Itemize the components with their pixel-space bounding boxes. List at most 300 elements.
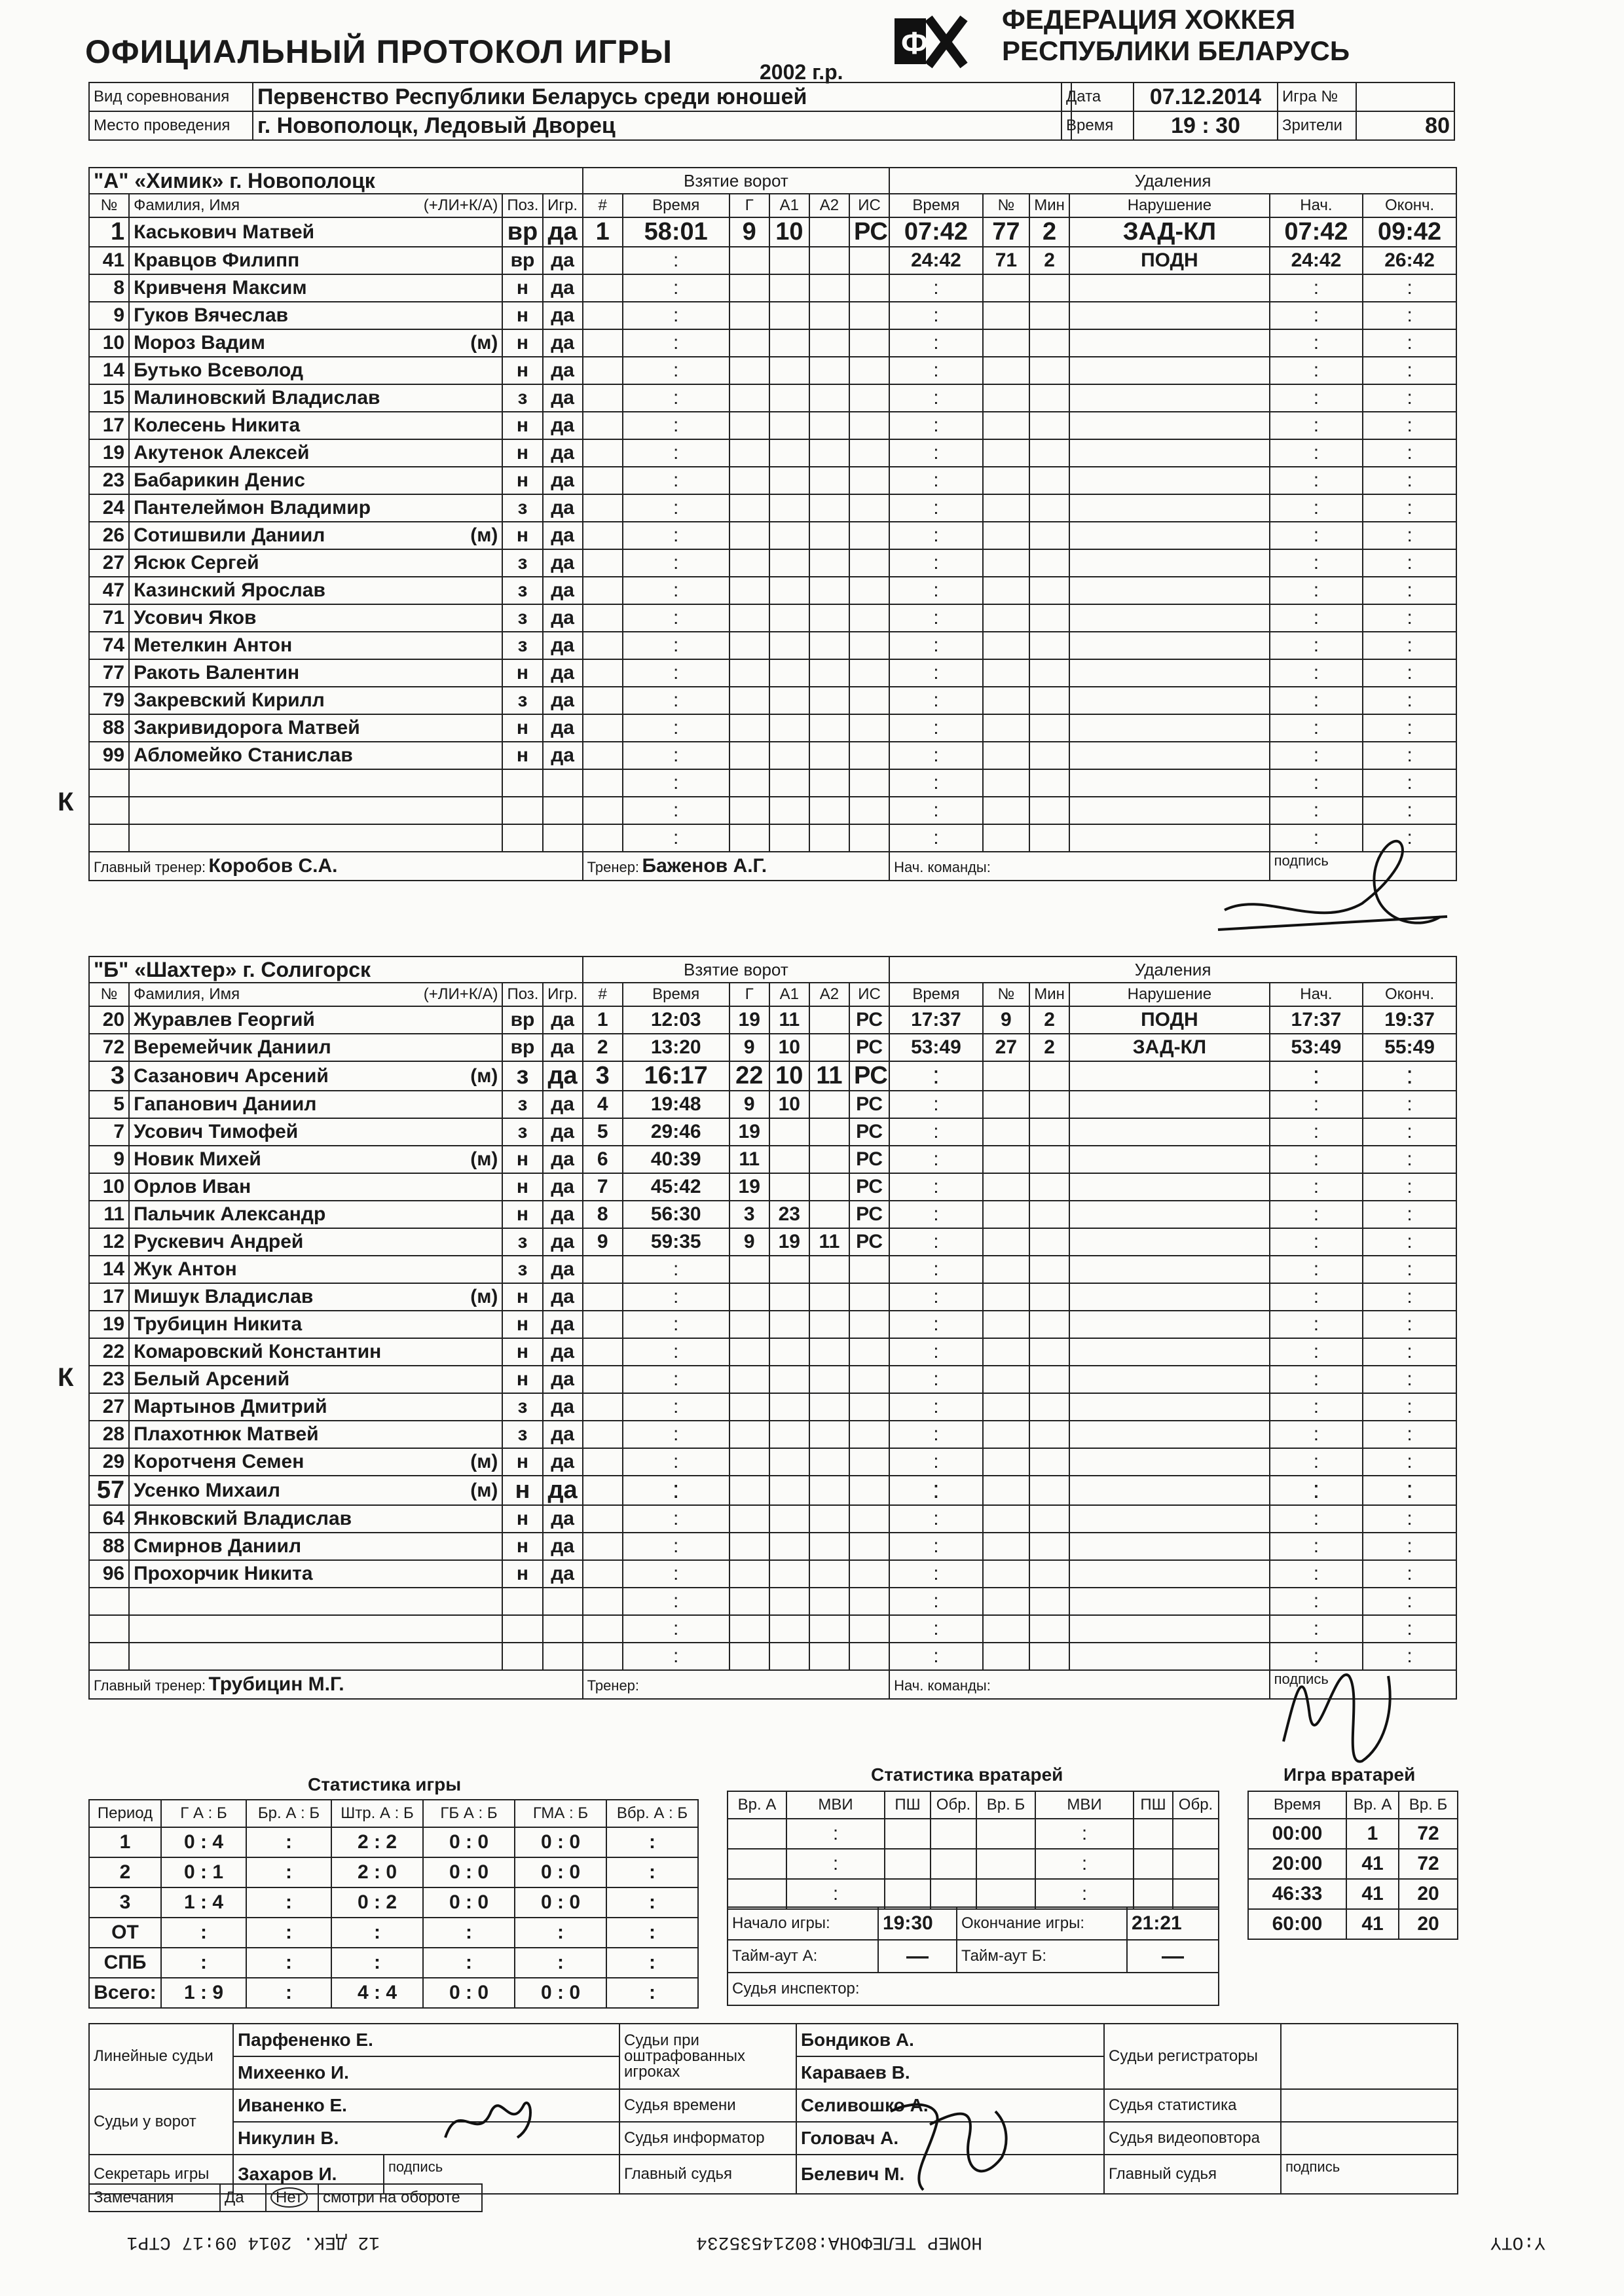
player-row: : : : : bbox=[89, 769, 1456, 797]
player-name: Бабарикин Денис bbox=[129, 467, 502, 494]
game-no-value bbox=[1356, 82, 1454, 111]
player-position: з bbox=[502, 604, 542, 632]
team-signature-label: подпись bbox=[1274, 852, 1329, 869]
penalty-start: 07:42 bbox=[1270, 217, 1363, 247]
officials-table bbox=[88, 2023, 1458, 2195]
remarks-table bbox=[88, 2183, 483, 2212]
player-position: з bbox=[502, 632, 542, 659]
goal-assist1: 10 bbox=[769, 1061, 809, 1091]
goalie-change-row bbox=[1248, 1849, 1458, 1879]
goal-judges-label: Судьи у ворот bbox=[89, 2089, 233, 2155]
signature-secretary bbox=[439, 2085, 544, 2157]
player-position bbox=[502, 1588, 542, 1615]
goal-strength: РС bbox=[849, 1034, 889, 1061]
goal-strength: РС bbox=[849, 1091, 889, 1118]
referee-label: Главный судья bbox=[619, 2155, 796, 2194]
player-played: да bbox=[543, 302, 583, 329]
game-stats-period: 2 bbox=[89, 1857, 161, 1887]
goal-time: 19:48 bbox=[623, 1091, 729, 1118]
game-stats-gm: : bbox=[515, 1918, 606, 1948]
col-g: Г bbox=[729, 194, 769, 217]
goal-assist2: 11 bbox=[809, 1228, 849, 1256]
game-stats-vbr: : bbox=[606, 1887, 698, 1918]
informer-label: Судья информатор bbox=[619, 2122, 796, 2155]
stats-judge-label: Судья статистика bbox=[1104, 2089, 1281, 2122]
player-number: 9 bbox=[89, 302, 129, 329]
goal-number: 2 bbox=[583, 1034, 623, 1061]
player-position: н bbox=[502, 1201, 542, 1228]
head-coach-label: Главный тренер: bbox=[94, 1677, 206, 1694]
goal-assist1: 23 bbox=[769, 1201, 809, 1228]
goalie-change-b: 72 bbox=[1399, 1819, 1458, 1849]
player-position: н bbox=[502, 1476, 542, 1505]
player-number: 88 bbox=[89, 1533, 129, 1560]
fax-phone: НОМЕР ТЕЛЕФОНА:80214535234 bbox=[696, 2232, 982, 2252]
signature-team-b bbox=[1264, 1637, 1434, 1781]
head-coach-label: Главный тренер: bbox=[94, 859, 206, 875]
player-row: 8 Кривченя Максим н да : : : : bbox=[89, 274, 1456, 302]
team-b-captain-mark: К bbox=[58, 1363, 74, 1392]
goal-time: 45:42 bbox=[623, 1173, 729, 1201]
player-played: да bbox=[543, 1476, 583, 1505]
col-g: Г bbox=[729, 983, 769, 1006]
remarks-label: Замечания bbox=[89, 2184, 220, 2212]
game-stats-col: Бр. А : Б bbox=[246, 1800, 331, 1827]
goal-judge-1: Иваненко Е. bbox=[233, 2089, 619, 2122]
player-name: Сотишвили Даниил (м) bbox=[129, 522, 502, 549]
col-hash: # bbox=[583, 983, 623, 1006]
player-number bbox=[89, 769, 129, 797]
game-stats-vbr: : bbox=[606, 1918, 698, 1948]
goal-number: 5 bbox=[583, 1118, 623, 1146]
col-p_min: Мин bbox=[1029, 194, 1069, 217]
game-stats-col: Период bbox=[89, 1800, 161, 1827]
player-played: да bbox=[543, 247, 583, 274]
penalty-judge-1: Бондиков А. bbox=[796, 2024, 1104, 2056]
game-end-value: 21:21 bbox=[1127, 1907, 1219, 1940]
timekeeper-label: Судья времени bbox=[619, 2089, 796, 2122]
goal-number: 7 bbox=[583, 1173, 623, 1201]
player-row: 9 Гуков Вячеслав н да : : : : bbox=[89, 302, 1456, 329]
game-stats-row bbox=[89, 1948, 698, 1978]
player-row: 41 Кравцов Филипп вр да : 24:42 71 2 ПОДН 24:42 26:42 bbox=[89, 247, 1456, 274]
goals-heading: Взятие ворот bbox=[583, 168, 890, 194]
penalty-start: 53:49 bbox=[1270, 1034, 1363, 1061]
player-number: 17 bbox=[89, 412, 129, 439]
goal-assist2 bbox=[809, 217, 849, 247]
player-number: 14 bbox=[89, 1256, 129, 1283]
player-name: Мартынов Дмитрий bbox=[129, 1393, 502, 1421]
goal-strength: РС bbox=[849, 1228, 889, 1256]
col-p_time: Время bbox=[889, 194, 983, 217]
col-played: Игр. bbox=[543, 983, 583, 1006]
player-row: 10 Орлов Иван н да 7 45:42 19 РС : : : bbox=[89, 1173, 1456, 1201]
goal-scorer: 19 bbox=[729, 1118, 769, 1146]
player-number: 26 bbox=[89, 522, 129, 549]
player-position: н bbox=[502, 274, 542, 302]
player-position: н bbox=[502, 742, 542, 769]
player-number: 8 bbox=[89, 274, 129, 302]
protocol-title: ОФИЦИАЛЬНЫЙ ПРОТОКОЛ ИГРЫ bbox=[85, 33, 673, 70]
player-name: Журавлев Георгий bbox=[129, 1006, 502, 1034]
col-played: Игр. bbox=[543, 194, 583, 217]
player-name: Закривидорога Матвей bbox=[129, 714, 502, 742]
player-row: 15 Малиновский Владислав з да : : : : bbox=[89, 384, 1456, 412]
player-position bbox=[502, 1643, 542, 1670]
player-position: н bbox=[502, 1505, 542, 1533]
game-stats-shtr: 2 : 2 bbox=[331, 1827, 423, 1857]
goalie-change-b: 20 bbox=[1399, 1909, 1458, 1939]
penalty-end: 09:42 bbox=[1363, 217, 1456, 247]
goals-heading: Взятие ворот bbox=[583, 957, 890, 983]
goalie-change-b: 72 bbox=[1399, 1849, 1458, 1879]
registrars-label: Судьи регистраторы bbox=[1104, 2024, 1281, 2089]
goal-scorer: 19 bbox=[729, 1006, 769, 1034]
goal-scorer: 3 bbox=[729, 1201, 769, 1228]
game-stats-period: СПБ bbox=[89, 1948, 161, 1978]
game-stats-period: 3 bbox=[89, 1887, 161, 1918]
player-number: 20 bbox=[89, 1006, 129, 1034]
game-stats-shtr: 4 : 4 bbox=[331, 1978, 423, 2008]
team_a-title: "А" «Химик» г. Новополоцк bbox=[89, 168, 583, 194]
team-b-section bbox=[88, 956, 1457, 1700]
game-stats-br: : bbox=[246, 1887, 331, 1918]
game-stats-col: ГБ А : Б bbox=[423, 1800, 515, 1827]
player-position bbox=[502, 824, 542, 852]
player-played bbox=[543, 1643, 583, 1670]
player-row: : : : : bbox=[89, 1615, 1456, 1643]
signature-team-a bbox=[1211, 831, 1460, 949]
goalie-change-time: 46:33 bbox=[1248, 1879, 1346, 1909]
federation-name-line1: ФЕДЕРАЦИЯ ХОККЕЯ bbox=[1002, 4, 1296, 35]
goal-scorer: 9 bbox=[729, 1034, 769, 1061]
player-name: Орлов Иван bbox=[129, 1173, 502, 1201]
player-number: 7 bbox=[89, 1118, 129, 1146]
player-position: н bbox=[502, 1146, 542, 1173]
player-name: Усович Тимофей bbox=[129, 1118, 502, 1146]
player-row: 23 Белый Арсений н да : : : : bbox=[89, 1366, 1456, 1393]
player-row: 10 Мороз Вадим (м) н да : : : : bbox=[89, 329, 1456, 357]
player-name bbox=[129, 1643, 502, 1670]
secretary-value: Захаров И. bbox=[233, 2155, 384, 2194]
player-row: 7 Усович Тимофей з да 5 29:46 19 РС : : : bbox=[89, 1118, 1456, 1146]
player-name: Бутько Всеволод bbox=[129, 357, 502, 384]
game-stats-shtr: 2 : 0 bbox=[331, 1857, 423, 1887]
game-stats-gb: 0 : 0 bbox=[423, 1827, 515, 1857]
goal-assist2 bbox=[809, 1006, 849, 1034]
goalie-changes-col: Вр. А bbox=[1346, 1791, 1399, 1819]
player-name: Ракоть Валентин bbox=[129, 659, 502, 687]
linesman-1: Парфененко Е. bbox=[233, 2024, 619, 2056]
player-position: з bbox=[502, 1393, 542, 1421]
game-stats-col: Вбр. А : Б bbox=[606, 1800, 698, 1827]
game-stats-row bbox=[89, 1857, 698, 1887]
player-played: да bbox=[543, 742, 583, 769]
player-played: да bbox=[543, 1311, 583, 1338]
player-position: н bbox=[502, 439, 542, 467]
player-name bbox=[129, 1615, 502, 1643]
player-number: 23 bbox=[89, 1366, 129, 1393]
penalty-time: 53:49 bbox=[889, 1034, 983, 1061]
player-number: 12 bbox=[89, 1228, 129, 1256]
col-start: Нач. bbox=[1270, 983, 1363, 1006]
player-row: 88 Закривидорога Матвей н да : : : : bbox=[89, 714, 1456, 742]
goal-time: 56:30 bbox=[623, 1201, 729, 1228]
player-row: 99 Абломейко Станислав н да : : : : bbox=[89, 742, 1456, 769]
inspector-label: Судья инспектор: bbox=[728, 1973, 1219, 2005]
player-number: 17 bbox=[89, 1283, 129, 1311]
goal-time: 13:20 bbox=[623, 1034, 729, 1061]
col-is: ИС bbox=[849, 983, 889, 1006]
penalty-start: 17:37 bbox=[1270, 1006, 1363, 1034]
player-number: 1 bbox=[89, 217, 129, 247]
goal-number: 3 bbox=[583, 1061, 623, 1091]
game-stats-g: 0 : 1 bbox=[161, 1857, 246, 1887]
fax-date: 12 ДЕК. 2014 09:17 СТР1 bbox=[126, 2232, 380, 2252]
player-position: н bbox=[502, 1366, 542, 1393]
player-position: н bbox=[502, 1173, 542, 1201]
player-name: Трубицин Никита bbox=[129, 1311, 502, 1338]
penalty-player: 9 bbox=[983, 1006, 1029, 1034]
timeout-b-label: Тайм-аут Б: bbox=[957, 1940, 1127, 1973]
player-played: да bbox=[543, 1448, 583, 1476]
player-played: да bbox=[543, 384, 583, 412]
goal-number: 4 bbox=[583, 1091, 623, 1118]
goal-scorer: 11 bbox=[729, 1146, 769, 1173]
goalie-stats-col: Обр. bbox=[1173, 1791, 1219, 1819]
remarks-no: Нет bbox=[270, 2187, 308, 2208]
goalie-change-time: 00:00 bbox=[1248, 1819, 1346, 1849]
goal-time: 58:01 bbox=[623, 217, 729, 247]
player-row: : : : : bbox=[89, 824, 1456, 852]
player-name: Белый Арсений bbox=[129, 1366, 502, 1393]
team-signature-label: подпись bbox=[1274, 1671, 1329, 1687]
player-position: н bbox=[502, 1560, 542, 1588]
player-position bbox=[502, 769, 542, 797]
player-position: з bbox=[502, 1061, 542, 1091]
coach-value: Баженов А.Г. bbox=[642, 855, 767, 877]
goal-strength: РС bbox=[849, 1146, 889, 1173]
player-position: н bbox=[502, 1283, 542, 1311]
penalty-infraction: ЗАД-КЛ bbox=[1069, 217, 1270, 247]
col-is: ИС bbox=[849, 194, 889, 217]
player-row: 27 Мартынов Дмитрий з да : : : : bbox=[89, 1393, 1456, 1421]
col-infraction: Нарушение bbox=[1069, 194, 1270, 217]
player-name: Ясюк Сергей bbox=[129, 549, 502, 577]
game-stats-shtr: 0 : 2 bbox=[331, 1887, 423, 1918]
goalie-change-row bbox=[1248, 1909, 1458, 1939]
competition-value: Первенство Республики Беларусь среди юношей bbox=[253, 82, 1071, 111]
date-table bbox=[1061, 82, 1455, 141]
goal-time: 29:46 bbox=[623, 1118, 729, 1146]
player-number: 3 bbox=[89, 1061, 129, 1091]
game-stats-vbr: : bbox=[606, 1827, 698, 1857]
col-p_time: Время bbox=[889, 983, 983, 1006]
competition-label: Вид соревнования bbox=[89, 82, 253, 111]
game-stats-br: : bbox=[246, 1948, 331, 1978]
game-stats-br: : bbox=[246, 1827, 331, 1857]
player-row: 27 Ясюк Сергей з да : : : : bbox=[89, 549, 1456, 577]
player-position: н bbox=[502, 522, 542, 549]
player-number: 79 bbox=[89, 687, 129, 714]
player-played: да bbox=[543, 632, 583, 659]
goal-assist2 bbox=[809, 1118, 849, 1146]
player-name: Комаровский Константин bbox=[129, 1338, 502, 1366]
player-row: 29 Коротченя Семен (м) н да : : : : bbox=[89, 1448, 1456, 1476]
game-times-table bbox=[727, 1906, 1219, 2006]
penalty-start: 24:42 bbox=[1270, 247, 1363, 274]
date-value: 07.12.2014 bbox=[1134, 82, 1278, 111]
player-name: Казинский Ярослав bbox=[129, 577, 502, 604]
col-time: Время bbox=[623, 194, 729, 217]
player-row: 5 Гапанович Даниил з да 4 19:48 9 10 РС : : : bbox=[89, 1091, 1456, 1118]
federation-name-line2: РЕСПУБЛИКИ БЕЛАРУСЬ bbox=[1002, 35, 1350, 66]
player-number: 27 bbox=[89, 549, 129, 577]
player-played: да bbox=[543, 467, 583, 494]
player-position: н bbox=[502, 659, 542, 687]
col-name: Фамилия, Имя bbox=[134, 196, 240, 214]
col-start: Нач. bbox=[1270, 194, 1363, 217]
player-number: 99 bbox=[89, 742, 129, 769]
player-number: 71 bbox=[89, 604, 129, 632]
goal-assist1 bbox=[769, 1173, 809, 1201]
player-name: Метелкин Антон bbox=[129, 632, 502, 659]
player-name: Пальчик Александр bbox=[129, 1201, 502, 1228]
penalty-judge-2: Караваев В. bbox=[796, 2056, 1104, 2089]
player-number: 74 bbox=[89, 632, 129, 659]
player-number bbox=[89, 797, 129, 824]
player-number: 22 bbox=[89, 1338, 129, 1366]
player-played bbox=[543, 797, 583, 824]
player-played: да bbox=[543, 1256, 583, 1283]
goal-assist1: 10 bbox=[769, 1034, 809, 1061]
player-played: да bbox=[543, 1560, 583, 1588]
game-stats-col: Г А : Б bbox=[161, 1800, 246, 1827]
col-infraction: Нарушение bbox=[1069, 983, 1270, 1006]
player-played bbox=[543, 1615, 583, 1643]
video-judge-label: Судья видеоповтора bbox=[1104, 2122, 1281, 2155]
goal-assist2 bbox=[809, 1091, 849, 1118]
game-stats-row bbox=[89, 1978, 698, 2008]
goal-scorer: 9 bbox=[729, 1228, 769, 1256]
goalie-stats-col: ПШ bbox=[1134, 1791, 1173, 1819]
player-name: Веремейчик Даниил bbox=[129, 1034, 502, 1061]
col-a2: А2 bbox=[809, 983, 849, 1006]
player-row: 64 Янковский Владислав н да : : : : bbox=[89, 1505, 1456, 1533]
game-stats-gb: : bbox=[423, 1948, 515, 1978]
player-number: 23 bbox=[89, 467, 129, 494]
goalie-stats-col: Вр. А bbox=[728, 1791, 786, 1819]
goalie-stats-col: Вр. Б bbox=[976, 1791, 1035, 1819]
player-played: да bbox=[543, 1091, 583, 1118]
birth-year: 2002 г.р. bbox=[760, 60, 843, 84]
goal-time: 16:17 bbox=[623, 1061, 729, 1091]
player-name: Малиновский Владислав bbox=[129, 384, 502, 412]
player-row: 23 Бабарикин Денис н да : : : : bbox=[89, 467, 1456, 494]
goalie-stats-col: МВИ bbox=[786, 1791, 885, 1819]
player-row: 26 Сотишвили Даниил (м) н да : : : : bbox=[89, 522, 1456, 549]
timeout-a-label: Тайм-аут А: bbox=[728, 1940, 878, 1973]
penalty-minutes: 2 bbox=[1029, 1006, 1069, 1034]
player-row: 47 Казинский Ярослав з да : : : : bbox=[89, 577, 1456, 604]
player-name: Кривченя Максим bbox=[129, 274, 502, 302]
penalty-time: 17:37 bbox=[889, 1006, 983, 1034]
player-row: 12 Рускевич Андрей з да 9 59:35 9 19 11 РС : : : bbox=[89, 1228, 1456, 1256]
game-stats-g: 0 : 4 bbox=[161, 1827, 246, 1857]
col-no: № bbox=[89, 983, 129, 1006]
goalie-change-row bbox=[1248, 1819, 1458, 1849]
player-number: 15 bbox=[89, 384, 129, 412]
player-name: Абломейко Станислав bbox=[129, 742, 502, 769]
goal-assist2 bbox=[809, 1034, 849, 1061]
game-stats-vbr: : bbox=[606, 1978, 698, 2008]
goal-strength: РС bbox=[849, 1118, 889, 1146]
game-stats-period: Всего: bbox=[89, 1978, 161, 2008]
date-label: Дата bbox=[1061, 82, 1134, 111]
goalie-change-a: 1 bbox=[1346, 1819, 1399, 1849]
player-played: да bbox=[543, 1393, 583, 1421]
player-row: 9 Новик Михей (м) н да 6 40:39 11 РС : : : bbox=[89, 1146, 1456, 1173]
goal-scorer: 22 bbox=[729, 1061, 769, 1091]
goalie-change-a: 41 bbox=[1346, 1849, 1399, 1879]
goalie-change-time: 20:00 bbox=[1248, 1849, 1346, 1879]
penalty-end: 55:49 bbox=[1363, 1034, 1456, 1061]
goal-assist1: 10 bbox=[769, 1091, 809, 1118]
player-number bbox=[89, 1643, 129, 1670]
team_b-table bbox=[88, 956, 1457, 1700]
player-row: 14 Бутько Всеволод н да : : : : bbox=[89, 357, 1456, 384]
player-played: да bbox=[543, 439, 583, 467]
player-name bbox=[129, 769, 502, 797]
game-stats-period: 1 bbox=[89, 1827, 161, 1857]
player-name: Мороз Вадим (м) bbox=[129, 329, 502, 357]
penalty-minutes: 2 bbox=[1029, 247, 1069, 274]
player-name: Усенко Михаил (м) bbox=[129, 1476, 502, 1505]
linesmen-label: Линейные судьи bbox=[89, 2024, 233, 2089]
player-position: вр bbox=[502, 1034, 542, 1061]
player-played: да bbox=[543, 357, 583, 384]
goal-number: 6 bbox=[583, 1146, 623, 1173]
player-number: 88 bbox=[89, 714, 129, 742]
linesman-2: Михеенко И. bbox=[233, 2056, 619, 2089]
player-position: з bbox=[502, 1421, 542, 1448]
game-stats-g: : bbox=[161, 1948, 246, 1978]
chief-referee-signature-label: подпись bbox=[1285, 2159, 1340, 2175]
player-row: 22 Комаровский Константин н да : : : : bbox=[89, 1338, 1456, 1366]
goal-assist2 bbox=[809, 1146, 849, 1173]
federation-logo-icon bbox=[891, 13, 969, 72]
game-stats-gb: 0 : 0 bbox=[423, 1857, 515, 1887]
penalty-end: 26:42 bbox=[1363, 247, 1456, 274]
player-position: з bbox=[502, 494, 542, 522]
player-position: вр bbox=[502, 217, 542, 247]
goal-time: 12:03 bbox=[623, 1006, 729, 1034]
player-played: да bbox=[543, 604, 583, 632]
player-played: да bbox=[543, 577, 583, 604]
goalie-changes-title: Игра вратарей bbox=[1283, 1764, 1416, 1785]
player-name bbox=[129, 797, 502, 824]
game-stats-period: ОТ bbox=[89, 1918, 161, 1948]
col-hash: # bbox=[583, 194, 623, 217]
col-li-ka: (+ЛИ+К/А) bbox=[423, 985, 498, 1003]
goalie-stats-col: МВИ bbox=[1035, 1791, 1134, 1819]
player-position: з bbox=[502, 1118, 542, 1146]
chief-referee-label: Главный судья bbox=[1104, 2155, 1281, 2194]
game-stats-br: : bbox=[246, 1978, 331, 2008]
player-name: Сазанович Арсений (м) bbox=[129, 1061, 502, 1091]
player-position: н bbox=[502, 467, 542, 494]
player-row: 77 Ракоть Валентин н да : : : : bbox=[89, 659, 1456, 687]
